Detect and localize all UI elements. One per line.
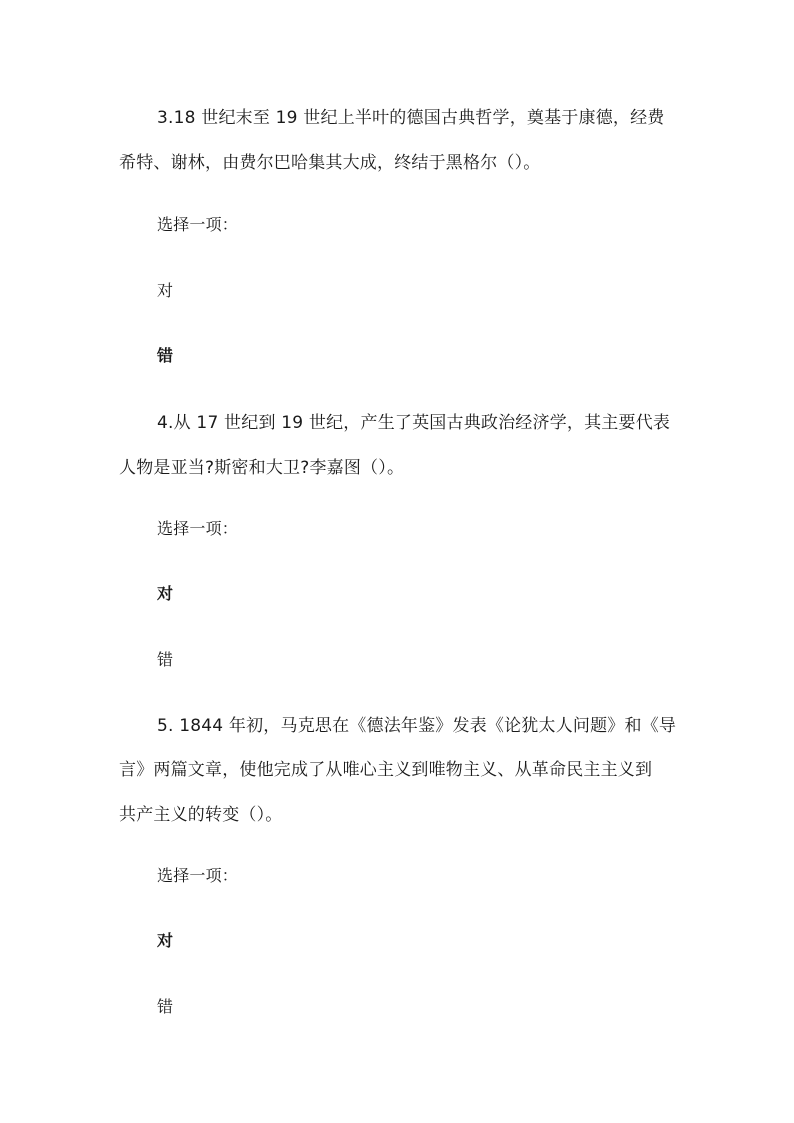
- question-5-text-line-1: 5. 1844 年初，马克思在《德法年鉴》发表《论犹太人问题》和《导: [157, 716, 677, 736]
- question-4-prompt: 选择一项：: [157, 519, 239, 538]
- question-4-text-line-2: 人物是亚当?斯密和大卫?李嘉图（）。: [119, 458, 405, 478]
- question-4-option-true-selected[interactable]: 对: [157, 584, 174, 603]
- question-4-option-false[interactable]: 错: [157, 650, 174, 669]
- question-5-text-line-2: 言》两篇文章，使他完成了从唯心主义到唯物主义、从革命民主主义到: [119, 760, 653, 780]
- question-4-text-line-1: 4.从 17 世纪到 19 世纪，产生了英国古典政治经济学，其主要代表: [157, 413, 671, 433]
- question-3-text-line-2: 希特、谢林，由费尔巴哈集其大成，终结于黑格尔（）。: [119, 153, 541, 173]
- question-3-option-false-selected[interactable]: 错: [157, 346, 174, 365]
- question-3-prompt: 选择一项：: [157, 215, 239, 234]
- question-5-prompt: 选择一项：: [157, 866, 239, 885]
- question-3-text-line-1: 3.18 世纪末至 19 世纪上半叶的德国古典哲学，奠基于康德，经费: [157, 108, 665, 128]
- question-3-option-true[interactable]: 对: [157, 281, 174, 300]
- question-5-text-line-3: 共产主义的转变（）。: [119, 805, 283, 825]
- question-5-option-true-selected[interactable]: 对: [157, 931, 174, 950]
- question-5-option-false[interactable]: 错: [157, 997, 174, 1016]
